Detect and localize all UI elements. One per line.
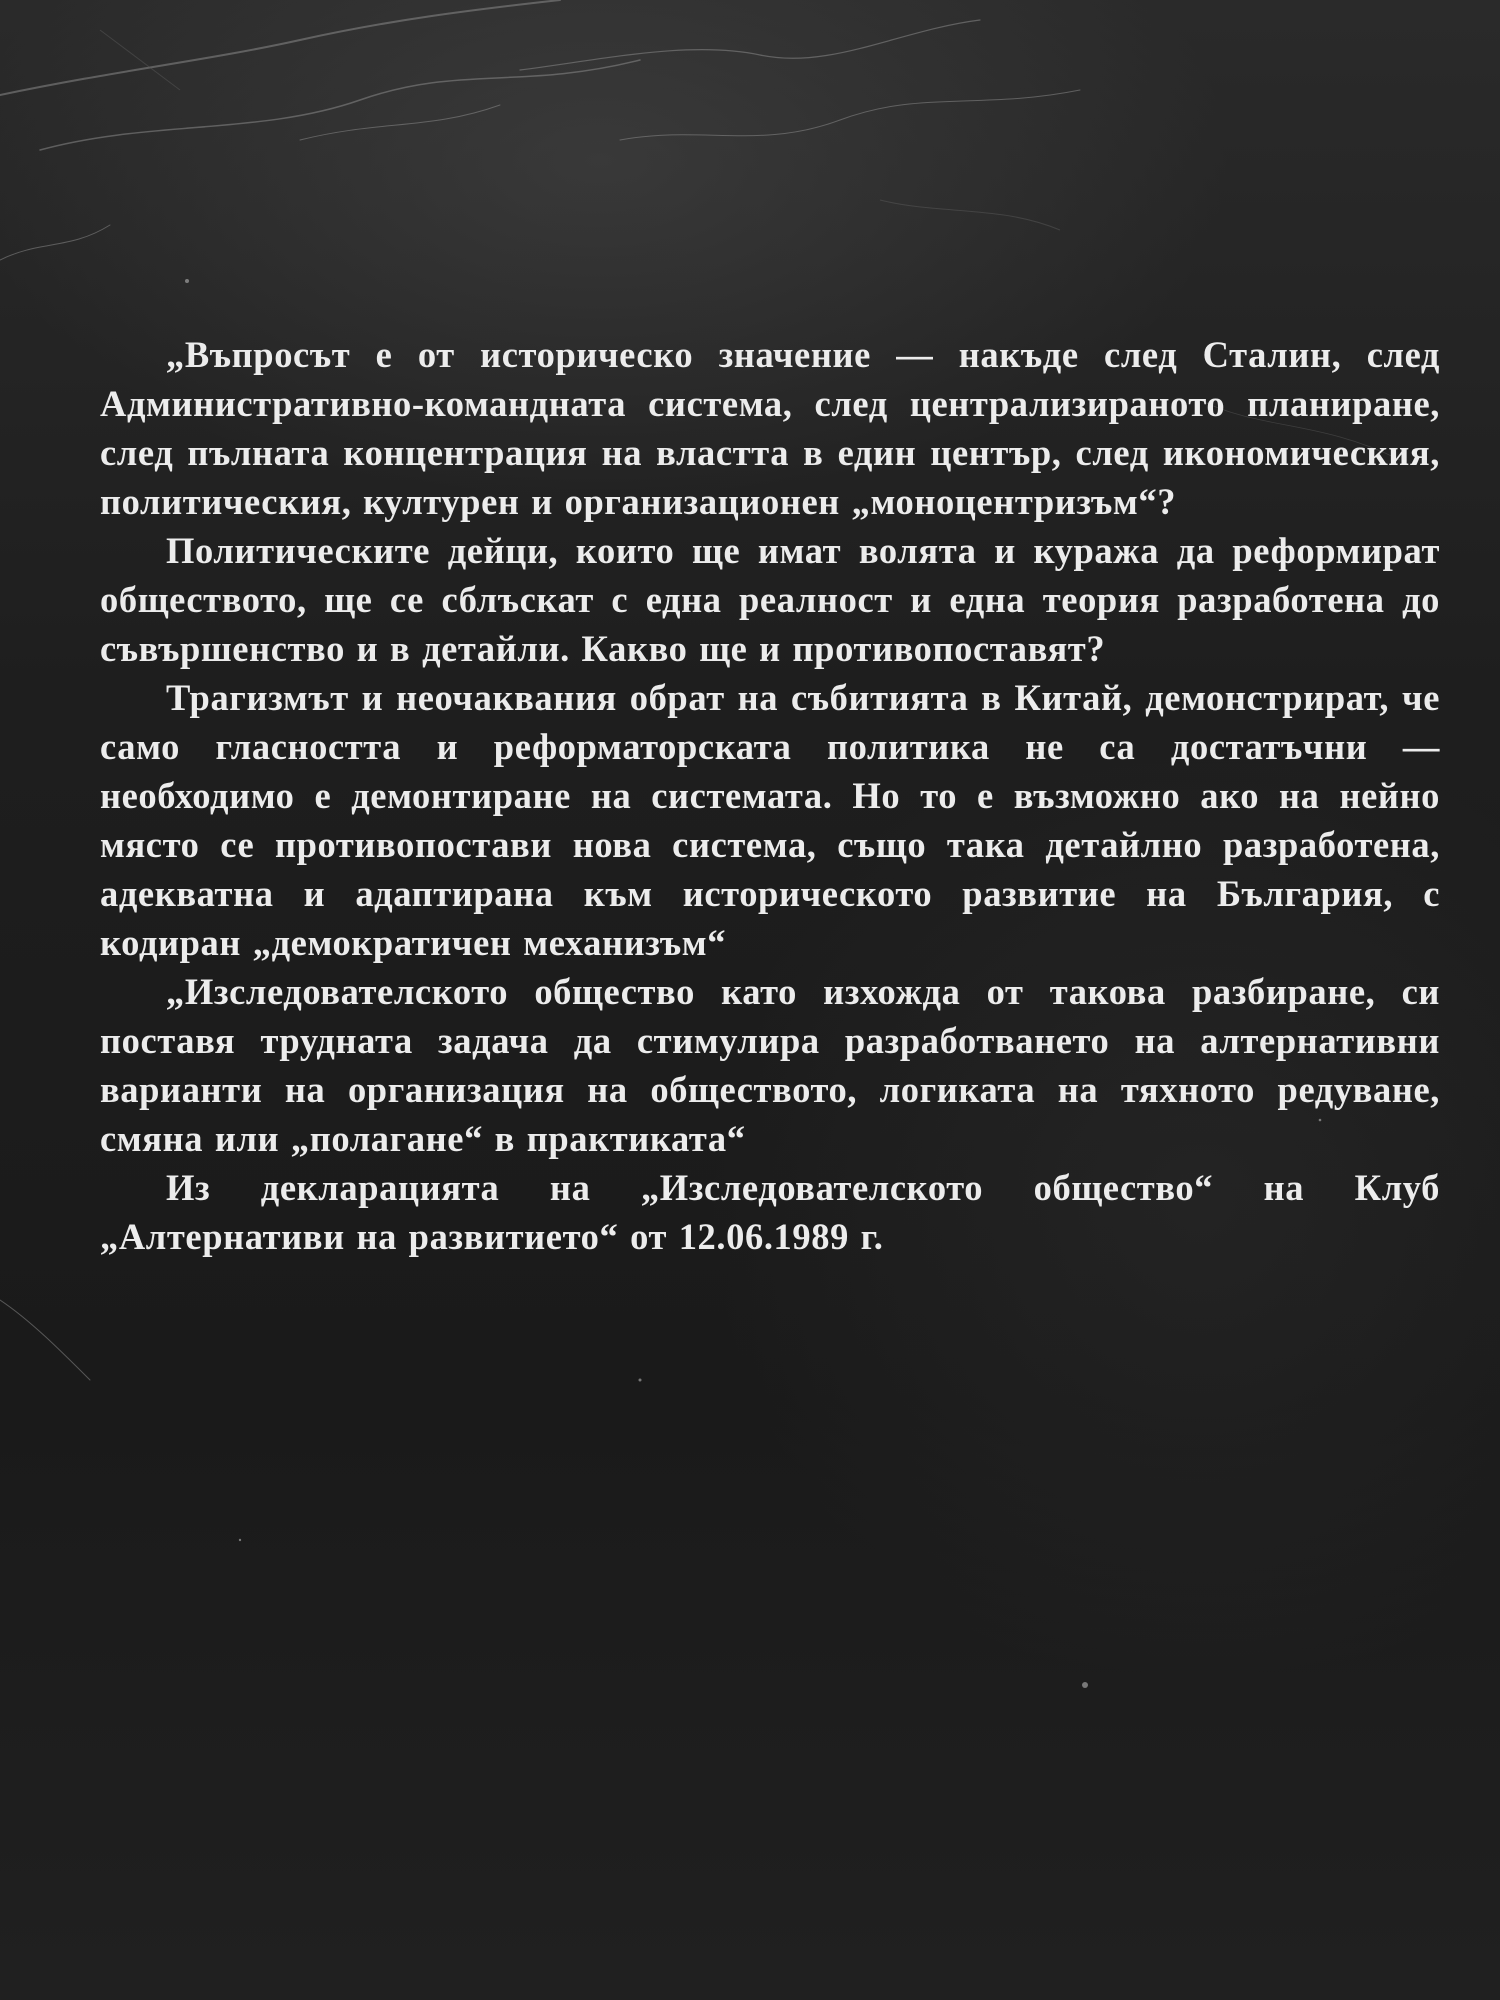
back-cover-text [100, 330, 1440, 1261]
paragraph-3: Трагизмът и неочаквания обрат на събитията в Китай, демонстрират, че само гласността и реформаторската политика не са достатъчни — необходимо е демонтиране на системата. Но то е възможно ако на нейно място се противопостави нова система, също така детайлно разработена, адекватна и адаптирана към историческото развитие на България, с кодиран „демократичен механизъм“ [100, 677, 1440, 963]
paragraph-1: „Въпросът е от историческо значение — накъде след Сталин, след Административно-командната система, след централизираното планиране, след пълната концентрация на властта в един център, след икономическия, политическия, културен и организационен „моноцентризъм“? [100, 334, 1440, 522]
paragraph-source: Из декларацията на „Изследователското общество“ на Клуб „Алтернативи на развитието“ от 12.06.1989 г. [100, 1167, 1440, 1257]
paragraph-4: „Изследователското общество като изхожда от такова разбиране, си поставя трудната задача да стимулира разработването на алтернативни варианти на организация на обществото, логиката на тяхното редуване, смяна или „полагане“ в практиката“ [100, 971, 1440, 1159]
paragraph-2: Политическите дейци, които ще имат волята и куража да реформират обществото, ще се сблъскат с една реалност и една теория разработена до съвършенство и в детайли. Какво ще и противопоставят? [100, 530, 1440, 669]
